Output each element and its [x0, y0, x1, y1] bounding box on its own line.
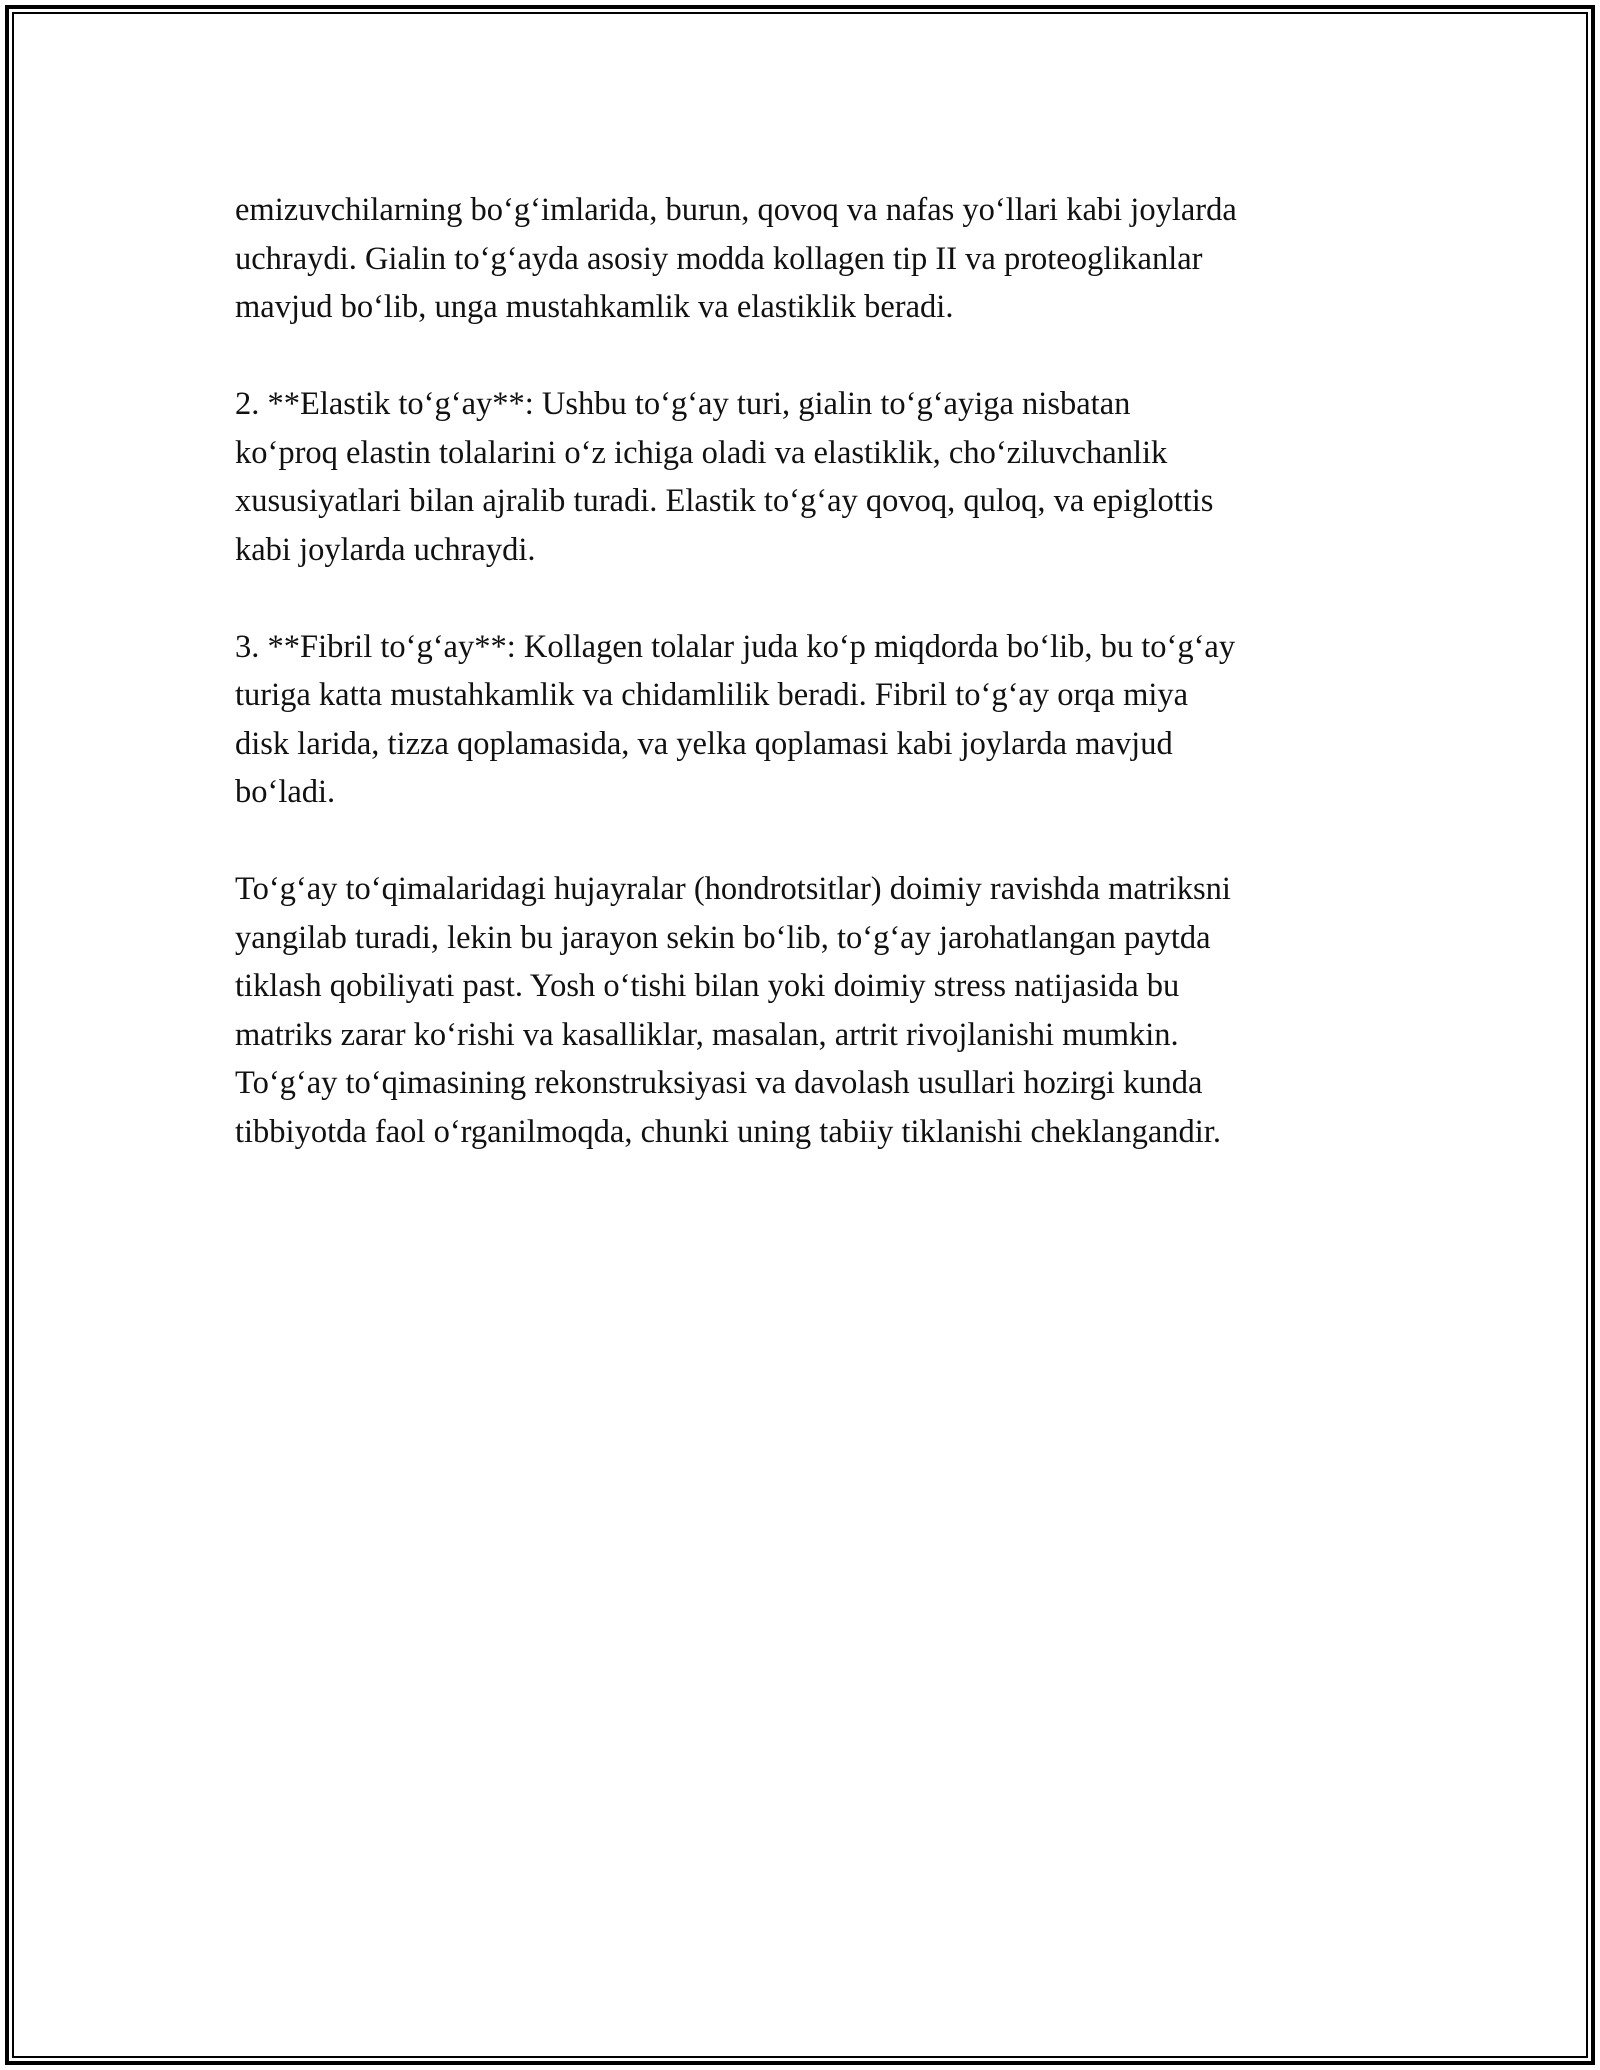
- paragraph-hyaline-cartilage: emizuvchilarning bo‘g‘imlarida, burun, qovoq va nafas yo‘llari kabi joylarda uchraydi. Gialin to‘g‘ayda asosiy modda kollagen tip II va proteoglikanlar mavjud bo‘lib, unga mustahkamlik va elastiklik beradi.: [235, 192, 1237, 325]
- document-body: [235, 186, 1385, 1205]
- paragraph-chondrocytes: To‘g‘ay to‘qimalaridagi hujayralar (hondrotsitlar) doimiy ravishda matriksni yangilab turadi, lekin bu jarayon sekin bo‘lib, to‘g‘ay jarohatlangan paytda tiklash qobiliyati past. Yosh o‘tishi bilan yoki doimiy stress natijasida bu matriks zarar ko‘rishi va kasalliklar, masalan, artrit rivojlanishi mumkin. To‘g‘ay to‘qimasining rekonstruksiyasi va davolash usullari hozirgi kunda tibbiyotda faol o‘rganilmoqda, chunki uning tabiiy tiklanishi cheklangandir.: [235, 871, 1231, 1150]
- paragraph-fibrous-cartilage: 3. **Fibril to‘g‘ay**: Kollagen tolalar juda ko‘p miqdorda bo‘lib, bu to‘g‘ay turiga katta mustahkamlik va chidamlilik beradi. Fibril to‘g‘ay orqa miya disk larida, tizza qoplamasida, va yelka qoplamasi kabi joylarda mavjud bo‘ladi.: [235, 628, 1236, 810]
- paragraph-elastic-cartilage: 2. **Elastik to‘g‘ay**: Ushbu to‘g‘ay turi, gialin to‘g‘ayiga nisbatan ko‘proq elastin tolalarini o‘z ichiga oladi va elastiklik, cho‘ziluvchanlik xususiyatlari bilan ajralib turadi. Elastik to‘g‘ay qovoq, quloq, va epiglottis kabi joylarda uchraydi.: [235, 386, 1214, 568]
